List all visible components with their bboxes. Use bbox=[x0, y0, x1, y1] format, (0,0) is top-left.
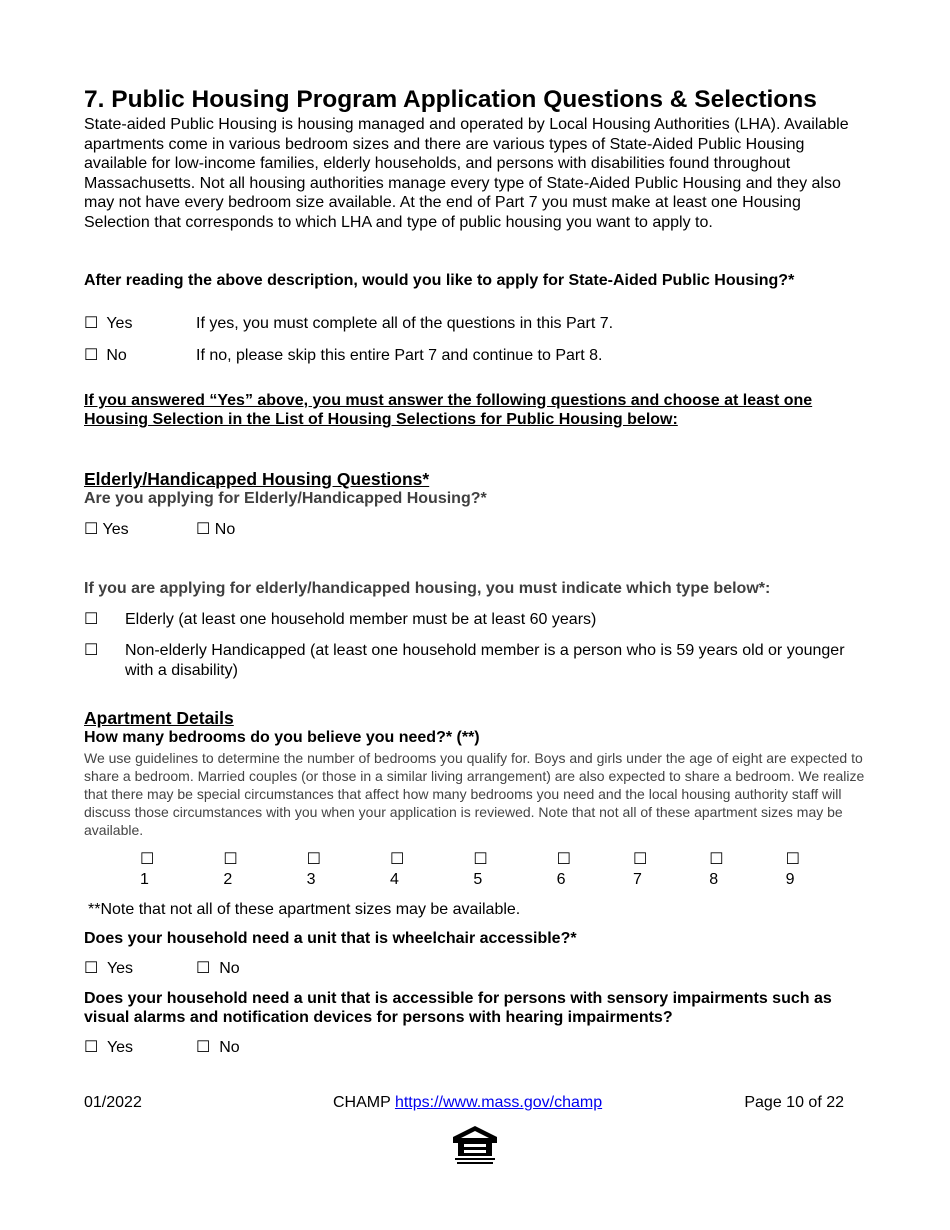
yes-instruction: If you answered “Yes” above, you must answer the following questions and choose at least one Housing Selection in the List of Housing Selections for Public Housing below: bbox=[84, 391, 813, 429]
apply-question: After reading the above description, would you like to apply for State-Aided Public Housing?* bbox=[84, 271, 795, 289]
bedroom-option[interactable] bbox=[557, 850, 619, 890]
elderly-section-title: Elderly/Handicapped Housing Questions* bbox=[84, 468, 430, 489]
bedroom-option-label: 6 bbox=[556, 871, 566, 889]
bedroom-option-label: 5 bbox=[473, 871, 483, 889]
apply-yes-row bbox=[84, 314, 869, 334]
bedroom-checkbox[interactable]: ☐ bbox=[223, 851, 238, 869]
bedroom-option[interactable] bbox=[390, 850, 452, 890]
bedroom-checkbox[interactable]: ☐ bbox=[709, 851, 724, 869]
section-intro: State-aided Public Housing is housing managed and operated by Local Housing Authorities (LHA). Available apartments come in various bedroom sizes and there are various types of State-Aided Public Housing available for low-income families, elderly households, and persons with disabilities found throughout Massachusetts. Not all housing authorities manage every type of State-Aided Public Housing and they also may not have every bedroom size available. At the end of Part 7 you must make at least one Housing Selection that corresponds to which LHA and type of public housing you want to apply to. bbox=[84, 116, 849, 231]
elderly-yes-checkbox[interactable]: ☐ bbox=[84, 520, 99, 538]
apply-no-label: No bbox=[106, 346, 127, 364]
elderly-question: Are you applying for Elderly/Handicapped Housing?* bbox=[84, 489, 487, 507]
bedroom-option-label: 1 bbox=[140, 871, 149, 889]
section-title: 7. Public Housing Program Application Questions & Selections bbox=[84, 86, 817, 113]
bedroom-option[interactable] bbox=[140, 850, 202, 890]
bedroom-guidelines: We use guidelines to determine the number of bedrooms you qualify for. Boys and girls under the age of eight are expected to share a bedroom. Married couples (or those in a similar living arrangement) are also expected to share a bedroom. We realize that there may be special circumstances that affect how many bedrooms you need and the local housing authority staff will discuss those circumstances with you when your application is reviewed. Note that not all of these apartment sizes may be available. bbox=[84, 750, 865, 839]
bedroom-option[interactable] bbox=[633, 850, 695, 890]
bedroom-note: **Note that not all of these apartment sizes may be available. bbox=[88, 901, 521, 919]
elderly-no-checkbox[interactable]: ☐ bbox=[196, 520, 211, 538]
bedroom-option-label: 9 bbox=[785, 871, 795, 889]
footer-page-number: Page 10 of 22 bbox=[744, 1094, 844, 1111]
wheelchair-question: Does your household need a unit that is wheelchair accessible?* bbox=[84, 930, 577, 948]
bedroom-checkbox[interactable]: ☐ bbox=[473, 851, 488, 869]
elderly-yes-no bbox=[84, 520, 869, 540]
elderly-type-checkbox[interactable]: ☐ bbox=[84, 610, 99, 628]
bedroom-checkbox[interactable]: ☐ bbox=[306, 851, 321, 869]
bedrooms-question: How many bedrooms do you believe you need?* (**) bbox=[84, 728, 480, 746]
sensory-no-label: No bbox=[219, 1038, 240, 1056]
nonelderly-type-row bbox=[84, 641, 869, 681]
bedroom-option-label: 7 bbox=[632, 871, 642, 889]
champ-link[interactable]: https://www.mass.gov/champ bbox=[394, 1094, 603, 1111]
apply-yes-checkbox[interactable]: ☐ bbox=[84, 314, 99, 332]
bedroom-option[interactable] bbox=[786, 850, 848, 890]
sensory-yes-checkbox[interactable]: ☐ bbox=[84, 1038, 99, 1056]
apply-no-note: If no, please skip this entire Part 7 and continue to Part 8. bbox=[196, 346, 603, 364]
bedroom-option-label: 4 bbox=[389, 871, 399, 889]
elderly-type-question: If you are applying for elderly/handicapped housing, you must indicate which type below*: bbox=[84, 579, 771, 597]
sensory-yes-no bbox=[84, 1038, 869, 1058]
bedroom-option[interactable] bbox=[307, 850, 369, 890]
bedroom-checkbox[interactable]: ☐ bbox=[140, 851, 155, 869]
page-content bbox=[84, 86, 869, 1058]
elderly-yes-label: Yes bbox=[102, 520, 129, 538]
wheelchair-yes-no bbox=[84, 959, 869, 979]
wheelchair-yes-checkbox[interactable]: ☐ bbox=[84, 959, 99, 977]
sensory-no-checkbox[interactable]: ☐ bbox=[196, 1038, 211, 1056]
bedroom-option[interactable] bbox=[473, 850, 535, 890]
bedroom-checkbox[interactable]: ☐ bbox=[556, 851, 571, 869]
wheelchair-no-label: No bbox=[219, 959, 240, 977]
bedroom-option[interactable] bbox=[709, 850, 771, 890]
elderly-type-label: Elderly (at least one household member must be at least 60 years) bbox=[125, 610, 597, 628]
apply-yes-note: If yes, you must complete all of the questions in this Part 7. bbox=[196, 314, 614, 332]
elderly-type-row bbox=[84, 610, 869, 630]
apply-yes-label: Yes bbox=[106, 314, 133, 332]
bedroom-option-label: 3 bbox=[306, 871, 316, 889]
bedroom-checkbox[interactable]: ☐ bbox=[785, 851, 800, 869]
footer-program-label: CHAMP bbox=[333, 1094, 391, 1111]
bedroom-checkbox[interactable]: ☐ bbox=[632, 851, 648, 869]
sensory-yes-label: Yes bbox=[106, 1038, 134, 1056]
footer-program bbox=[333, 1093, 602, 1113]
sensory-question: Does your household need a unit that is accessible for persons with sensory impairments such as visual alarms and notification devices for persons with hearing impairments? bbox=[84, 989, 832, 1027]
bedroom-checkbox[interactable]: ☐ bbox=[389, 851, 405, 869]
apply-no-checkbox[interactable]: ☐ bbox=[84, 346, 99, 364]
apply-no-row bbox=[84, 346, 869, 366]
bedroom-option-label: 8 bbox=[709, 871, 719, 889]
wheelchair-yes-label: Yes bbox=[106, 959, 134, 977]
equal-housing-opportunity-icon bbox=[450, 1124, 500, 1166]
elderly-no-label: No bbox=[214, 520, 236, 538]
nonelderly-type-label: Non-elderly Handicapped (at least one household member is a person who is 59 years old or younger with a disability) bbox=[125, 641, 845, 679]
bedroom-option[interactable] bbox=[223, 850, 285, 890]
bedroom-options bbox=[140, 850, 869, 890]
bedroom-option-label: 2 bbox=[223, 871, 233, 889]
nonelderly-type-checkbox[interactable]: ☐ bbox=[84, 641, 99, 659]
wheelchair-no-checkbox[interactable]: ☐ bbox=[196, 959, 211, 977]
apartment-section-title: Apartment Details bbox=[84, 707, 234, 728]
footer-date: 01/2022 bbox=[84, 1094, 142, 1111]
